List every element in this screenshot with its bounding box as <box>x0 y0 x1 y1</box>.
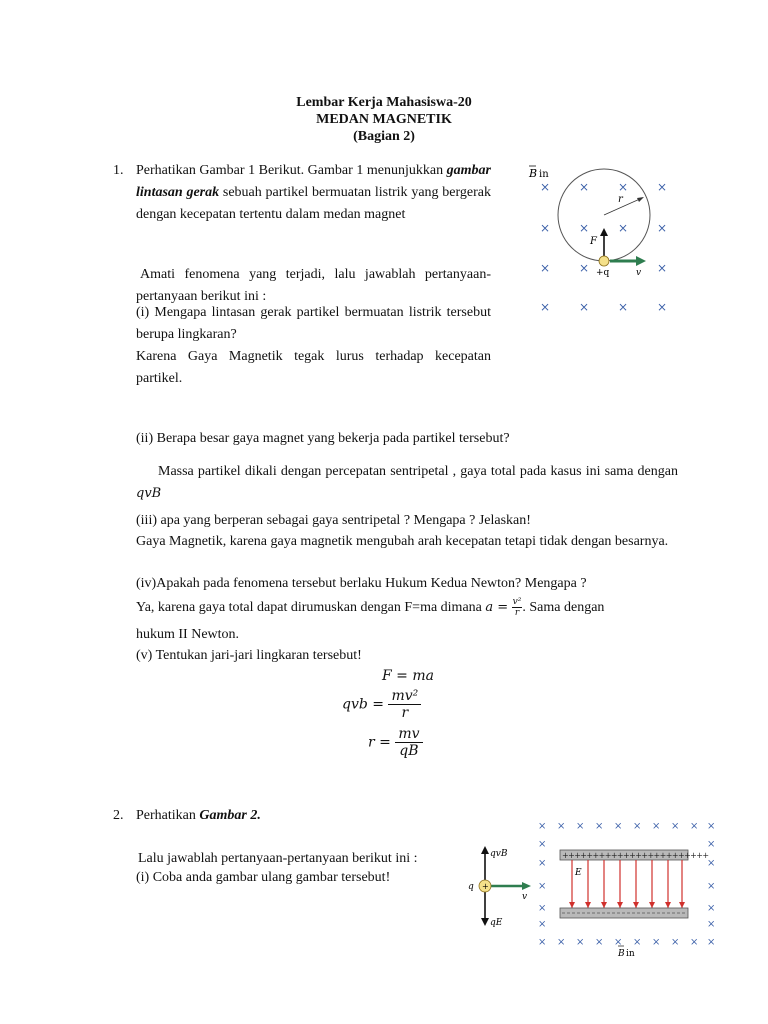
figure-1-circular-motion <box>520 160 680 320</box>
svg-text:×: × <box>618 180 629 194</box>
q1-iii-answer: Gaya Magnetik, karena gaya magnetik mengubah arah kecepatan tetapi tidak dengan besarnya. <box>136 534 669 549</box>
q1-iv-answer-cont: hukum II Newton. <box>136 627 240 642</box>
svg-text:×: × <box>618 300 629 314</box>
svg-text:×: × <box>657 300 668 314</box>
svg-text:×: × <box>633 821 642 832</box>
svg-text:×: × <box>690 821 699 832</box>
svg-text:B: B <box>529 167 538 180</box>
svg-text:×: × <box>614 821 623 832</box>
svg-text:×: × <box>652 821 661 832</box>
q1-ii-answer: Massa partikel dikali dengan percepatan sentripetal , gaya total pada kasus ini sama dengan qvB <box>136 464 678 501</box>
svg-text:×: × <box>652 937 661 948</box>
q1-iv-answer: Ya, karena gaya total dapat dirumuskan dengan F=ma dimana a = $\frac{\text{v²}}{r}$ . Sama dengan <box>136 597 605 619</box>
svg-text:×: × <box>538 821 547 832</box>
q1-v-question: (v) Tentukan jari-jari lingkaran tersebut! <box>136 648 362 663</box>
svg-text:×: × <box>540 300 551 314</box>
q1-iv-question: (iv)Apakah pada fenomena tersebut berlaku Hukum Kedua Newton? Mengapa ? <box>136 576 587 591</box>
equation-force-balance: qvb = $\frac{\text{mv²}}{r}$ <box>342 688 421 721</box>
radius-arrowhead <box>637 197 644 202</box>
equation-radius: r = $\frac{mv}{qB}$ <box>368 726 423 759</box>
svg-text:×: × <box>579 180 590 194</box>
qe-label: qE <box>490 918 503 928</box>
svg-text:×: × <box>538 881 547 892</box>
svg-text:×: × <box>707 821 716 832</box>
field-arrowheads <box>569 902 685 908</box>
svg-text:B: B <box>618 949 625 959</box>
charge-label: +q <box>596 268 610 278</box>
force-diagram <box>468 846 531 928</box>
charge-particle <box>599 256 609 266</box>
svg-text:×: × <box>657 180 668 194</box>
q1-instruction: Amati fenomena yang terjadi, lalu jawablah pertanyaan-pertanyaan berikut ini : <box>136 267 491 304</box>
svg-text:×: × <box>707 937 716 948</box>
force-arrowhead <box>600 228 608 236</box>
svg-text:×: × <box>707 858 716 869</box>
svg-text:in: in <box>626 949 635 959</box>
velocity-arrowhead <box>636 256 646 266</box>
q1-number: 1. <box>113 163 124 178</box>
q1-intro-bold: gambar lintasan gerak <box>136 163 492 200</box>
radius-label: r <box>618 194 623 205</box>
equation-newton: F = ma <box>382 668 434 684</box>
q1-i-answer: Karena Gaya Magnetik tegak lurus terhadap kecepatan partikel. <box>136 349 491 386</box>
q1-intro <box>136 160 491 226</box>
electric-field-lines <box>572 860 682 908</box>
svg-text:×: × <box>538 937 547 948</box>
svg-text:×: × <box>614 937 623 948</box>
q2-number: 2. <box>113 808 124 823</box>
qvb-label: qvB <box>490 849 508 859</box>
q-label-fig2: q <box>468 882 474 892</box>
qvb-symbol: qvB <box>136 486 162 501</box>
velocity-label: v <box>636 268 642 278</box>
svg-text:×: × <box>595 937 604 948</box>
magnetic-field-label <box>528 166 549 180</box>
svg-text:×: × <box>576 937 585 948</box>
svg-text:×: × <box>538 839 547 850</box>
svg-text:×: × <box>633 937 642 948</box>
svg-text:×: × <box>707 919 716 930</box>
svg-text:×: × <box>538 858 547 869</box>
svg-text:×: × <box>540 261 551 275</box>
svg-text:×: × <box>557 821 566 832</box>
worksheet-title: Lembar Kerja Mahasiswa-20 <box>296 95 472 110</box>
svg-text:×: × <box>657 221 668 235</box>
acceleration-fraction: $\frac{\text{v²}}{r}$ <box>512 597 522 619</box>
svg-text:×: × <box>690 937 699 948</box>
radius-line <box>604 198 642 215</box>
svg-text:×: × <box>538 919 547 930</box>
svg-text:×: × <box>579 300 590 314</box>
q1-iii-question: (iii) apa yang berperan sebagai gaya sentripetal ? Mengapa ? Jelaskan! <box>136 513 531 528</box>
q1-ii-question: (ii) Berapa besar gaya magnet yang bekerja pada partikel tersebut? <box>136 431 510 446</box>
svg-text:×: × <box>579 261 590 275</box>
force-label: F <box>590 236 597 247</box>
q1-i-question: (i) Mengapa lintasan gerak partikel bermuatan listrik tersebut berupa lingkaran? <box>136 305 491 342</box>
svg-text:×: × <box>595 821 604 832</box>
svg-text:×: × <box>657 261 668 275</box>
svg-text:×: × <box>538 903 547 914</box>
svg-text:×: × <box>557 937 566 948</box>
svg-text:×: × <box>707 903 716 914</box>
q2-instruction: Lalu jawablah pertanyaan-pertanyaan berikut ini : <box>138 851 418 866</box>
svg-text:+: + <box>482 882 489 891</box>
q1-intro-a: Perhatikan Gambar 1 Berikut. Gambar 1 menunjukkan <box>136 163 444 178</box>
svg-text:×: × <box>579 221 590 235</box>
v-label-fig2: v <box>522 892 528 902</box>
q2-i-question: (i) Coba anda gambar ulang gambar tersebut! <box>136 870 391 885</box>
e-field-label: E <box>575 868 582 878</box>
topic-title: MEDAN MAGNETIK <box>316 112 452 127</box>
figure-2-velocity-selector <box>462 815 726 961</box>
svg-text:×: × <box>618 221 629 235</box>
svg-text:in: in <box>539 169 549 180</box>
svg-text:×: × <box>540 221 551 235</box>
q1-intro-b: sebuah partikel bermuatan listrik yang bergerak dengan kecepatan tertentu dalam medan magnet <box>136 185 491 222</box>
q2-intro: Perhatikan Gambar 2. <box>136 808 261 823</box>
svg-text:×: × <box>707 839 716 850</box>
svg-text:×: × <box>671 821 680 832</box>
x-marks-field-2 <box>538 821 715 948</box>
svg-text:++++++++++++++++++++++++: ++++++++++++++++++++++++ <box>562 851 709 860</box>
svg-text:×: × <box>576 821 585 832</box>
svg-text:×: × <box>707 881 716 892</box>
part-title: (Bagian 2) <box>353 129 415 144</box>
svg-text:×: × <box>540 180 551 194</box>
svg-text:×: × <box>671 937 680 948</box>
